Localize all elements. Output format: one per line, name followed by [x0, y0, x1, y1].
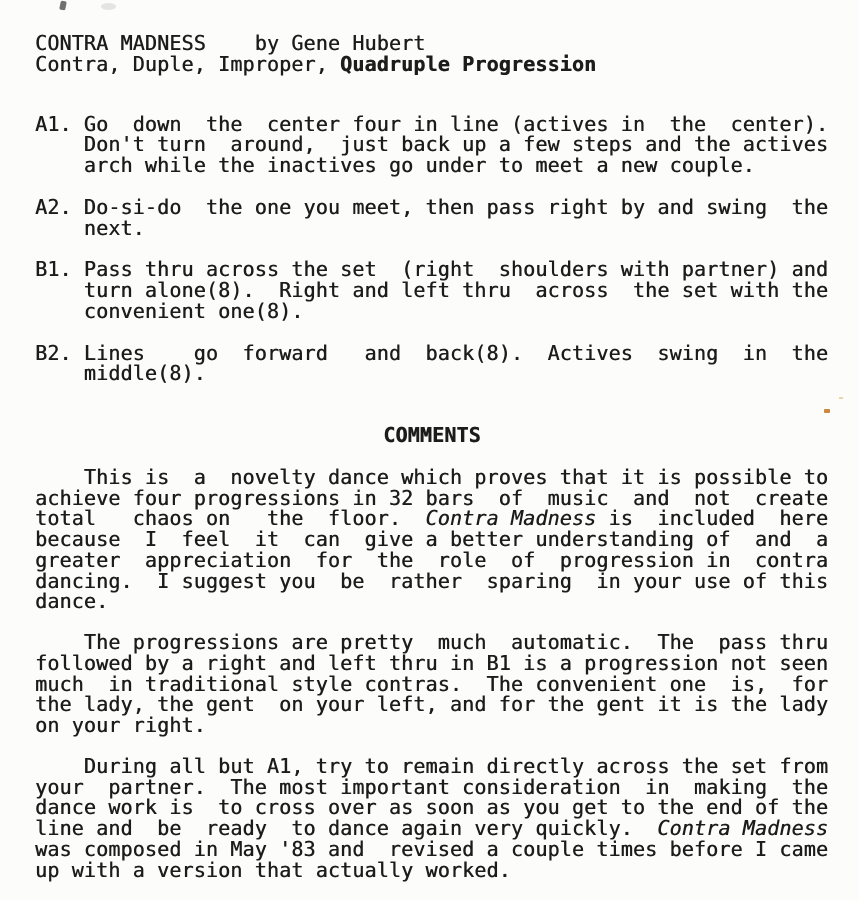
text-line: convenient one(8). [35, 298, 304, 323]
comments-paragraph-1 [35, 464, 829, 614]
text-line: your partner. The most important consideration in making the [35, 774, 829, 799]
text-line: was composed in May '83 and revised a couple times before I came [35, 836, 829, 861]
text-line: achieve four progressions in 32 bars of music and not create [35, 485, 829, 510]
comments-heading: COMMENTS [383, 423, 481, 447]
text-line: because I feel it can give a better understanding of and a [35, 527, 829, 551]
text-line: A1. Go down the center four in line (actives in the center). [35, 111, 829, 136]
doc-title: CONTRA MADNESS by Gene Hubert [35, 31, 426, 55]
text-line: followed by a right and left thru in B1 is a progression not seen [35, 650, 829, 675]
text-line: the lady, the gent on your left, and for the gent it is the lady [35, 692, 829, 717]
text-line: middle(8). [35, 361, 206, 386]
text-line: dance work is to cross over as soon as you get to the end of the [35, 795, 829, 820]
text-line: next. [35, 215, 145, 240]
text-line: on your right. [35, 713, 206, 737]
doc-subtitle-regular: Contra, Duple, Improper, [35, 51, 341, 76]
scan-smudge [101, 3, 116, 10]
text-segment: total chaos on the floor. [35, 506, 426, 531]
text-line: This is a novelty dance which proves that it is possible to [35, 464, 829, 489]
doc-subtitle [35, 51, 829, 76]
text-line: much in traditional style contras. The convenient one is, for [35, 671, 829, 696]
italic-dance-name: Contra Madness [657, 816, 829, 840]
comments-paragraph-3 [35, 753, 829, 882]
text-line: B1. Pass thru across the set (right shoulders with partner) and [35, 257, 829, 282]
text-line [35, 508, 829, 529]
document-body [35, 33, 829, 880]
italic-dance-name: Contra Madness [425, 506, 597, 531]
text-line [35, 818, 829, 839]
text-line: During all but A1, try to remain directly across the set from [35, 753, 829, 778]
scan-speck [59, 0, 67, 10]
figure-a2 [35, 194, 829, 240]
text-line: Don't turn around, just back up a few steps and the actives [35, 132, 829, 157]
comments-section [35, 425, 829, 446]
comments-paragraph-2 [35, 632, 829, 736]
text-segment: line and be ready to dance again very quickly. [35, 816, 658, 840]
figure-b2 [35, 340, 829, 386]
text-line: greater appreciation for the role of progression in contra [35, 547, 829, 572]
text-segment: is included here [596, 506, 829, 531]
text-line: up with a version that actually worked. [35, 857, 511, 882]
text-line: B2. Lines go forward and back(8). Actives swing in the [35, 340, 829, 365]
text-line: turn alone(8). Right and left thru across the set with the [35, 278, 829, 302]
text-line: The progressions are pretty much automatic. The pass thru [35, 630, 829, 654]
text-line: A2. Do-si-do the one you meet, then pass right by and swing the [35, 194, 829, 219]
text-line: dance. [35, 589, 109, 614]
doc-subtitle-bold: Quadruple Progression [340, 51, 597, 76]
text-line: dancing. I suggest you be rather sparing in your use of this [35, 568, 829, 593]
doc-header [35, 33, 829, 75]
figure-a1 [35, 111, 829, 177]
figure-b1 [35, 259, 829, 321]
text-line: arch while the inactives go under to meet a new couple. [35, 153, 755, 177]
